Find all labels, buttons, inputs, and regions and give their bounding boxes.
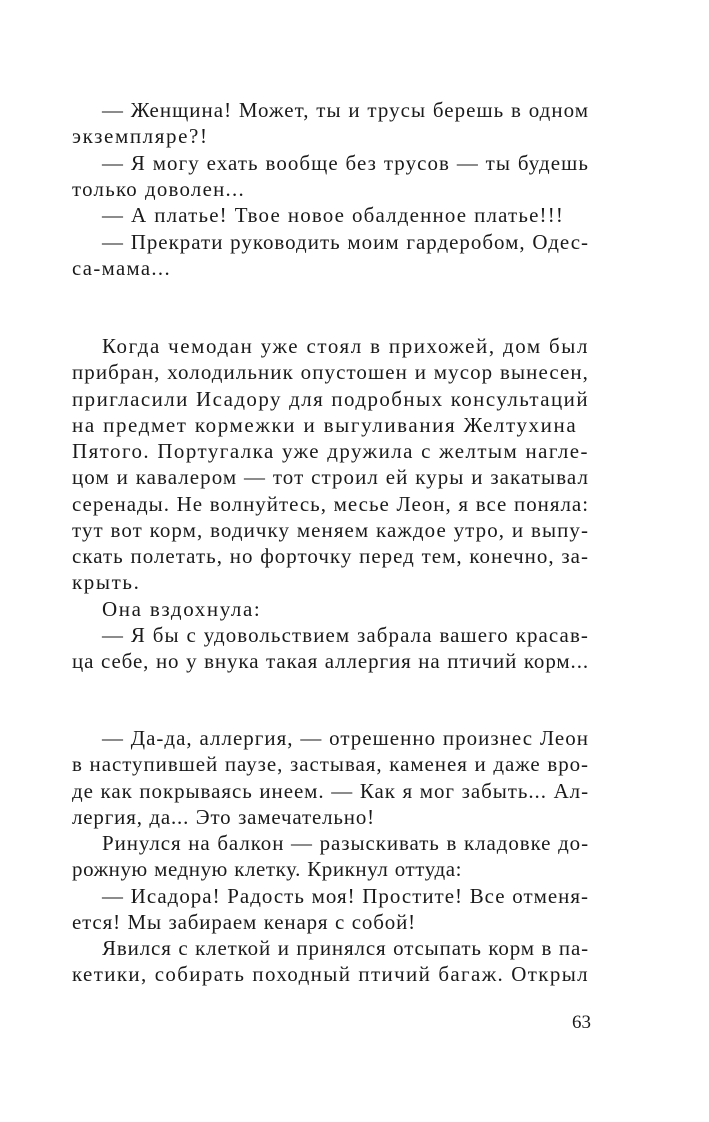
text-line: Ринулся на балкон — разыскивать в кладовке до- [102, 831, 589, 855]
text-line: серенады. Не волнуйтесь, месье Леон, я все поняла: [72, 492, 589, 516]
text-line: скать полетать, но форточку перед тем, конечно, за- [72, 544, 589, 568]
text-line: лергия, да... Это замечательно! [72, 805, 375, 829]
text-line: — Прекрати руководить моим гардеробом, Одес- [102, 230, 589, 254]
page-number: 63 [572, 1012, 591, 1033]
text-line: — Исадора! Радость моя! Простите! Все отменя- [102, 884, 589, 908]
text-line: — А платье! Твое новое обалденное платье!!! [102, 203, 564, 227]
text-line: са-мама... [72, 256, 171, 280]
text-line: — Женщина! Может, ты и трусы берешь в одном [102, 98, 589, 122]
text-line: — Да-да, аллергия, — отрешенно произнес Леон [102, 726, 589, 750]
text-line: Она вздохнула: [102, 597, 262, 621]
text-line: Когда чемодан уже стоял в прихожей, дом был [102, 334, 589, 358]
text-line: Пятого. Португалка уже дружила с желтым нагле- [72, 439, 589, 463]
text-line: — Я могу ехать вообще без трусов — ты будешь [102, 151, 589, 175]
text-line: — Я бы с удовольствием забрала вашего красав- [102, 623, 589, 647]
text-line: кетики, собирать походный птичий багаж. Открыл [72, 962, 589, 986]
text-line: экземпляре?! [72, 124, 209, 148]
text-line: только доволен... [72, 177, 245, 201]
text-line: крыть. [72, 570, 141, 594]
text-line: рожную медную клетку. Крикнул оттуда: [72, 857, 462, 881]
text-line: цом и кавалером — тот строил ей куры и закатывал [72, 465, 589, 489]
text-line: тут вот корм, водичку меняем каждое утро, и выпу- [72, 518, 589, 542]
text-line: прибран, холодильник опустошен и мусор вынесен, [72, 360, 589, 384]
text-line: в наступившей паузе, застывая, каменея и даже вро- [72, 752, 589, 776]
text-line: ется! Мы забираем кенаря с собой! [72, 910, 416, 934]
text-line: ца себе, но у внука такая аллергия на птичий корм... [72, 649, 589, 673]
text-line: пригласили Исадору для подробных консультаций [72, 387, 589, 411]
text-line: де как покрываясь инеем. — Как я мог забыть... Ал- [72, 779, 589, 803]
text-line: на предмет кормежки и выгуливания Желтухина [72, 413, 578, 437]
text-line: Явился с клеткой и принялся отсыпать корм в па- [102, 936, 589, 960]
